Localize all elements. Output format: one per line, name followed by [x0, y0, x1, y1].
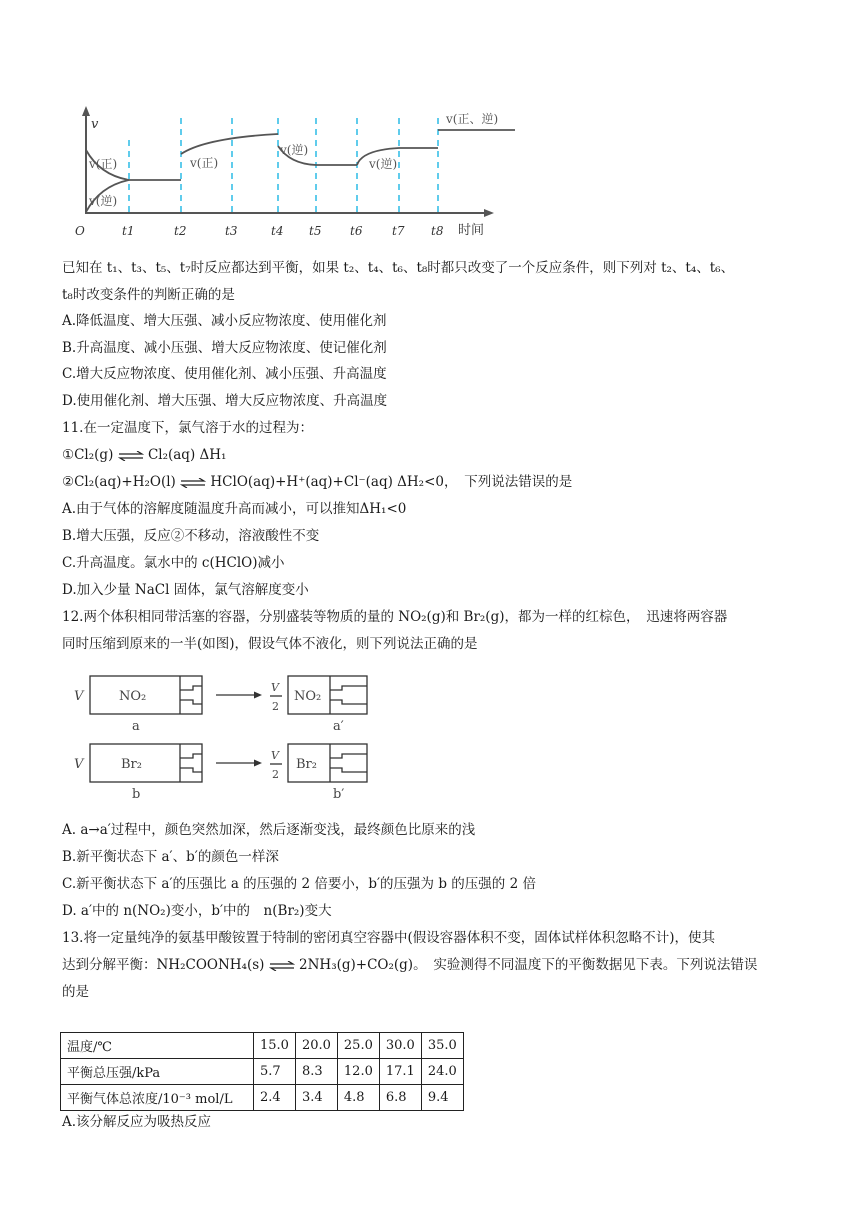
q11-option-b: B.增大压强，反应②不移动，溶液酸性不变: [62, 528, 320, 544]
tick-t8: t8: [431, 224, 444, 238]
label-v-a: V: [74, 689, 84, 704]
table-cell: 24.0: [421, 1059, 463, 1085]
half-den-b2: 2: [272, 768, 279, 781]
q11-eq2-left: ②Cl₂(aq)+H₂O(l): [62, 474, 176, 490]
q11-option-c: C.升高温度。氯水中的 c(HClO)减小: [62, 555, 285, 571]
tick-t4: t4: [271, 224, 284, 238]
q10-option-a: A.降低温度、增大压强、减小反应物浓度、使用催化剂: [62, 313, 387, 329]
table-row: [61, 1085, 464, 1111]
table-cell: 12.0: [337, 1059, 379, 1085]
piston-b-rod: [180, 754, 202, 772]
equilibrium-arrow-icon: [180, 478, 206, 488]
label-v-both: v(正、逆): [446, 112, 499, 126]
q10-stem-line1: 已知在 t₁、t₃、t₅、t₇时反应都达到平衡，如果 t₂、t₄、t₆、t₈时都只改变了一个反应条件，则下列对 t₂、t₄、t₆、: [62, 260, 735, 276]
gas-a2: NO₂: [294, 689, 322, 704]
equilibrium-arrow-icon: [269, 961, 295, 971]
tick-t1: t1: [122, 224, 135, 238]
table-cell: 3.4: [295, 1085, 337, 1111]
half-num-b2: V: [271, 749, 279, 762]
table-row-head: 平衡气体总浓度/10⁻³ mol/L: [61, 1085, 254, 1111]
origin-label: O: [75, 224, 85, 238]
q10-option-b: B.升高温度、减小压强、增大反应物浓度、使记催化剂: [62, 340, 387, 356]
tick-t3: t3: [225, 224, 238, 238]
q11-option-a: A.由于气体的溶解度随温度升高而减小，可以推知ΔH₁<0: [62, 501, 407, 517]
label-v-reverse-2: v(逆): [280, 143, 309, 157]
table-cell: 6.8: [379, 1085, 421, 1111]
equilibrium-data-table: [60, 1032, 464, 1111]
q13-stem-line3: 的是: [62, 984, 89, 1000]
table-cell: 25.0: [337, 1033, 379, 1059]
gas-b2: Br₂: [296, 757, 317, 772]
rate-time-graph: [0, 0, 860, 250]
table-cell: 4.8: [337, 1085, 379, 1111]
table-row-head: 平衡总压强/kPa: [61, 1059, 254, 1085]
caption-a2: a′: [333, 719, 344, 734]
q11-eq1-left: ①Cl₂(g): [62, 447, 114, 463]
x-axis-label: 时间: [458, 223, 485, 238]
tick-t2: t2: [174, 224, 187, 238]
label-v-forward-1: v(正): [89, 157, 118, 171]
q11-eq2-right: HClO(aq)+H⁺(aq)+Cl⁻(aq) ΔH₂<0， 下列说法错误的是: [210, 474, 573, 490]
caption-b: b: [132, 787, 141, 802]
q10-option-c: C.增大反应物浓度、使用催化剂、减小压强、升高温度: [62, 366, 387, 382]
q12-option-d: D. a′中的 n(NO₂)变小，b′中的 n(Br₂)变大: [62, 903, 332, 919]
q13-eq-left: 达到分解平衡：NH₂COONH₄(s): [62, 957, 265, 973]
table-cell: 9.4: [421, 1085, 463, 1111]
q12-option-b: B.新平衡状态下 a′、b′的颜色一样深: [62, 849, 279, 865]
q12-stem-line1: 12.两个体积相同带活塞的容器，分别盛装等物质的量的 NO₂(g)和 Br₂(g)，都为一样的红棕色， 迅速将两容器: [62, 609, 728, 625]
table-cell: 30.0: [379, 1033, 421, 1059]
x-axis-arrow: [484, 209, 494, 217]
gas-a: NO₂: [119, 689, 147, 704]
gas-b: Br₂: [121, 757, 142, 772]
q11-equation-1: [62, 445, 226, 465]
q11-stem: 11.在一定温度下，氯气溶于水的过程为：: [62, 420, 313, 436]
caption-a: a: [132, 719, 140, 734]
table-cell: 35.0: [421, 1033, 463, 1059]
label-v-forward-2: v(正): [190, 156, 219, 170]
q11-equation-2: [62, 472, 572, 492]
q11-eq1-right: Cl₂(aq) ΔH₁: [147, 447, 227, 463]
q11-option-d: D.加入少量 NaCl 固体，氯气溶解度变小: [62, 582, 309, 598]
tick-t6: t6: [350, 224, 363, 238]
q12-option-a: A. a→a′过程中，颜色突然加深，然后逐渐变浅，最终颜色比原来的浅: [62, 822, 476, 838]
table-cell: 8.3: [295, 1059, 337, 1085]
table-row: [61, 1059, 464, 1085]
table-cell: 17.1: [379, 1059, 421, 1085]
y-axis-arrow: [82, 106, 90, 116]
table-cell: 15.0: [254, 1033, 296, 1059]
table-cell: 20.0: [295, 1033, 337, 1059]
caption-b2: b′: [333, 787, 345, 802]
label-v-reverse-3: v(逆): [369, 157, 398, 171]
equilibrium-arrow-icon: [118, 451, 144, 461]
table-row-head: 温度/℃: [61, 1033, 254, 1059]
table-row: [61, 1033, 464, 1059]
piston-a2-rod: [330, 686, 367, 704]
arrow-head-a: [254, 692, 262, 699]
table-cell: 2.4: [254, 1085, 296, 1111]
q10-option-d: D.使用催化剂、增大压强、增大反应物浓度、升高温度: [62, 393, 388, 409]
y-axis-label: v: [91, 117, 99, 132]
q12-option-c: C.新平衡状态下 a′的压强比 a 的压强的 2 倍要小，b′的压强为 b 的压强的 2 倍: [62, 876, 536, 892]
piston-compression-figure: [0, 668, 860, 818]
half-num-a2: V: [271, 681, 279, 694]
curve-v-forward-t2-t4: [181, 134, 278, 154]
q13-stem-line1: 13.将一定量纯净的氨基甲酸铵置于特制的密闭真空容器中(假设容器体积不变，固体试样体积忽略不计)，使其: [62, 930, 716, 946]
q12-stem-line2: 同时压缩到原来的一半(如图)，假设气体不液化，则下列说法正确的是: [62, 636, 478, 652]
tick-t5: t5: [309, 224, 322, 238]
container-b: [90, 744, 202, 782]
q13-eq-right: 2NH₃(g)+CO₂(g)。 实验测得不同温度下的平衡数据见下表。下列说法错误: [299, 957, 758, 973]
tick-t7: t7: [392, 224, 405, 238]
piston-a-rod: [180, 686, 202, 704]
label-v-reverse-1: v(逆): [89, 194, 118, 208]
table-cell: 5.7: [254, 1059, 296, 1085]
q13-option-a: A.该分解反应为吸热反应: [62, 1114, 212, 1130]
half-den-a2: 2: [272, 700, 279, 713]
q13-stem-line2: [62, 955, 757, 975]
piston-b2-rod: [330, 754, 367, 772]
q10-stem-line2: t₈时改变条件的判断正确的是: [62, 287, 235, 303]
label-v-b: V: [74, 757, 84, 772]
arrow-head-b: [254, 760, 262, 767]
